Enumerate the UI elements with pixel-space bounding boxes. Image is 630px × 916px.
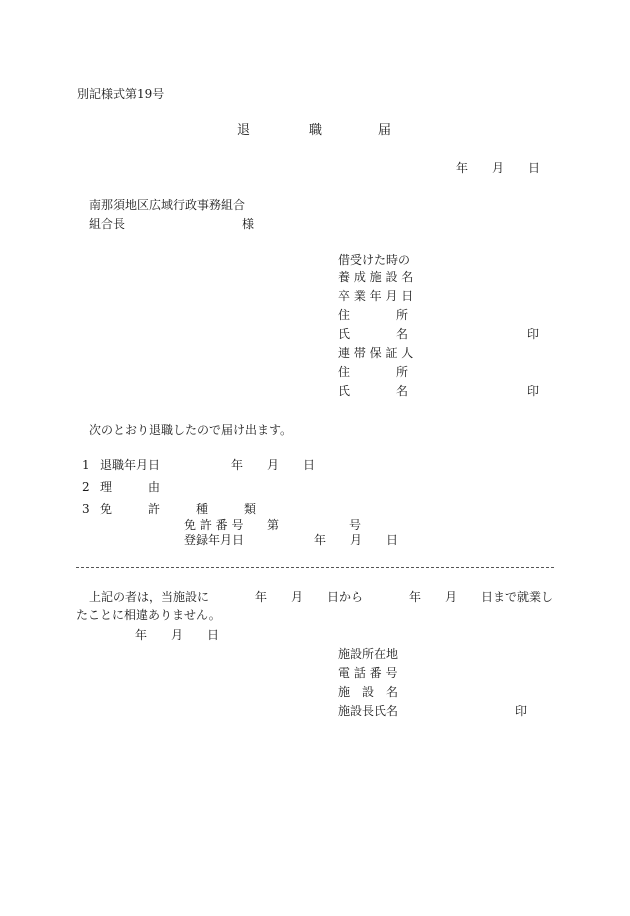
facility-label-1: 借受けた時の: [338, 253, 411, 267]
dashed-divider: [76, 567, 554, 568]
certification-text-1: 上記の者は，当施設に: [89, 590, 210, 604]
cert-from-year: 年: [255, 590, 268, 604]
license-number-prefix: 第: [267, 518, 280, 532]
date-day: 日: [528, 161, 541, 175]
statement: 次のとおり退職したので届け出ます。: [89, 423, 293, 437]
form-number: 別記様式第19号: [77, 87, 165, 101]
license-number-suffix: 号: [349, 518, 362, 532]
item-2-label-char-2: 由: [148, 480, 161, 494]
cert-from-day: 日から: [327, 590, 364, 604]
cert-date-day: 日: [207, 628, 220, 642]
item-2-label-char-1: 理: [100, 480, 113, 494]
graduation-label: 卒 業 年 月 日: [338, 289, 414, 303]
guarantor-heading: 連 帯 保 証 人: [338, 346, 414, 360]
item-1-label: 退職年月日: [100, 458, 161, 472]
title-char-1: 退: [237, 123, 251, 138]
item-1-year: 年: [231, 458, 244, 472]
guarantor-address-char-2: 所: [396, 365, 409, 379]
facility-phone-label: 電 話 番 号: [338, 666, 398, 680]
item-1-number: 1: [82, 458, 90, 472]
facility-name-label: 施 設 名: [338, 685, 399, 699]
license-number-label: 免 許 番 号: [184, 518, 244, 532]
addressee-honorific: 様: [242, 217, 255, 231]
item-2-number: 2: [82, 480, 90, 494]
address-label-char-1: 住: [338, 308, 351, 322]
title-char-2: 職: [309, 123, 323, 138]
cert-to-month: 月: [445, 590, 458, 604]
facility-seal: 印: [515, 704, 528, 718]
date-month: 月: [492, 161, 505, 175]
applicant-seal: 印: [527, 327, 540, 341]
cert-date-year: 年: [135, 628, 148, 642]
item-3-label-char-2: 許: [148, 502, 161, 516]
registration-day: 日: [386, 533, 399, 547]
name-label-char-2: 名: [396, 327, 409, 341]
date-year: 年: [456, 161, 469, 175]
item-1-day: 日: [303, 458, 316, 472]
facility-director-label: 施設長氏名: [338, 704, 399, 718]
registration-month: 月: [350, 533, 363, 547]
facility-label-2: 養 成 施 設 名: [338, 270, 414, 284]
guarantor-seal: 印: [527, 384, 540, 398]
addressee-org: 南那須地区広域行政事務組合: [89, 198, 246, 212]
guarantor-name-char-2: 名: [396, 384, 409, 398]
item-3-number: 3: [82, 502, 90, 516]
registration-year: 年: [314, 533, 327, 547]
registration-date-label: 登録年月日: [184, 533, 245, 547]
title-char-3: 届: [378, 123, 392, 138]
cert-to-year: 年: [409, 590, 422, 604]
item-1-month: 月: [267, 458, 280, 472]
name-label-char-1: 氏: [338, 327, 351, 341]
item-3-label-char-1: 免: [100, 502, 113, 516]
item-3-label-char-4: 類: [244, 502, 257, 516]
guarantor-address-char-1: 住: [338, 365, 351, 379]
addressee-title: 組合長: [89, 217, 126, 231]
cert-from-month: 月: [291, 590, 304, 604]
cert-to-day: 日まで就業し: [481, 590, 554, 604]
cert-date-month: 月: [171, 628, 184, 642]
guarantor-name-char-1: 氏: [338, 384, 351, 398]
item-3-label-char-3: 種: [196, 502, 209, 516]
address-label-char-2: 所: [396, 308, 409, 322]
certification-text-2: たことに相違ありません。: [76, 608, 221, 622]
facility-location-label: 施設所在地: [338, 647, 399, 661]
